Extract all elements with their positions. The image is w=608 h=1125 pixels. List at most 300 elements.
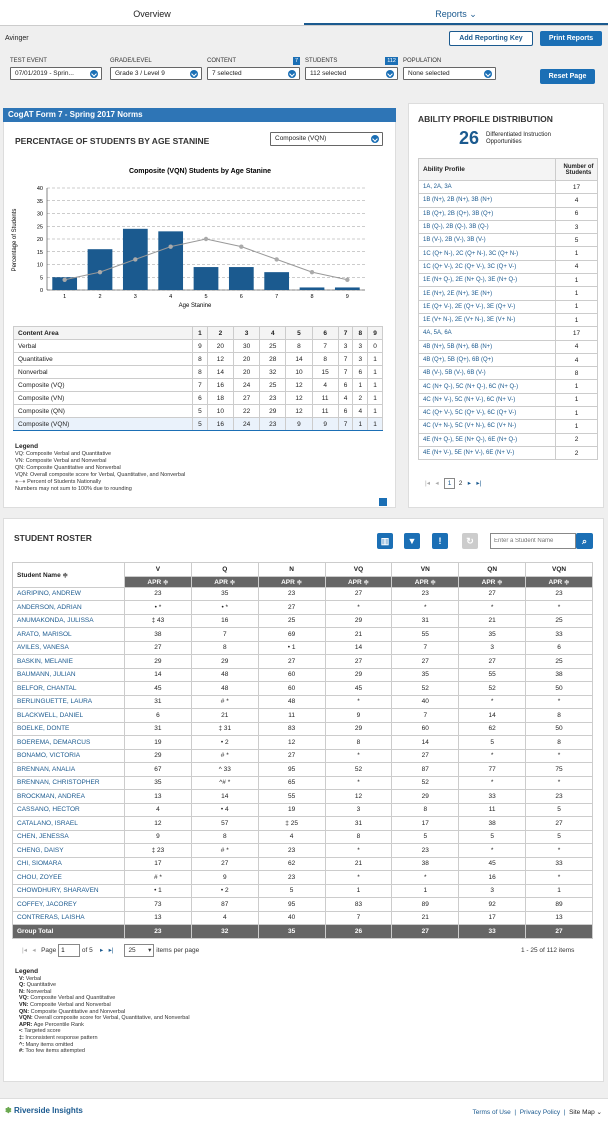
table-cell: Quantitative <box>14 353 193 366</box>
table-cell: 29 <box>260 405 286 418</box>
per-page-label: items per page <box>156 947 200 954</box>
score-cell: * <box>526 871 593 885</box>
score-cell: 14 <box>325 641 392 655</box>
ability-profile[interactable]: 1E (N+ Q-), 2E (N+ Q-), 3E (N+ Q-) <box>419 274 556 287</box>
list-item[interactable] <box>419 446 598 459</box>
bar[interactable] <box>194 267 219 290</box>
score-cell: 8 <box>325 830 392 844</box>
filter-icon[interactable]: ▼ <box>404 533 420 549</box>
chevron-down-icon <box>90 70 98 78</box>
student-count: 1 <box>556 287 598 300</box>
national-point <box>133 257 137 261</box>
content-select[interactable] <box>207 67 300 80</box>
table-cell: 12 <box>286 405 312 418</box>
page-1-button[interactable]: 1 <box>444 478 455 489</box>
student-name-link[interactable]: AGRIPINO, ANDREW <box>13 587 125 601</box>
score-cell: 29 <box>191 655 258 669</box>
privacy-link[interactable]: Privacy Policy <box>519 1109 561 1116</box>
score-cell: 89 <box>526 898 593 912</box>
score-cell: 45 <box>325 682 392 696</box>
terms-link[interactable]: Terms of Use <box>472 1109 511 1116</box>
student-search-input[interactable] <box>490 533 576 549</box>
ability-profile[interactable]: 1B (Q+), 2B (Q+), 3B (Q+) <box>419 207 556 220</box>
student-name-link[interactable]: BRENNAN, ANALIA <box>13 763 125 777</box>
score-cell: 62 <box>258 857 325 871</box>
col-header: Content Area <box>14 327 193 340</box>
ability-profile[interactable]: 1E (N+), 2E (N+), 3E (N+) <box>419 287 556 300</box>
list-item[interactable] <box>419 327 598 340</box>
ability-profile[interactable]: 1B (Q-), 2B (Q-), 3B (Q-) <box>419 220 556 233</box>
score-cell: 12 <box>125 817 192 831</box>
score-cell: 9 <box>325 709 392 723</box>
next-page-icon[interactable]: ▸ <box>99 947 104 954</box>
score-cell: 52 <box>392 682 459 696</box>
ability-profile[interactable]: 1C (Q+ N-), 2C (Q+ N-), 3C (Q+ N-) <box>419 247 556 260</box>
legend-line: QN: Composite Quantitative and Nonverbal <box>15 465 121 471</box>
list-item[interactable] <box>419 313 598 326</box>
table-cell: 10 <box>286 366 312 379</box>
student-name-link[interactable]: CHI, SIOMARA <box>13 857 125 871</box>
student-count: 1 <box>556 420 598 433</box>
student-name-link[interactable]: CHOWDHURY, SHARAVEN <box>13 884 125 898</box>
table-cell: 6 <box>338 379 353 392</box>
ability-profile[interactable]: 4C (N+ Q-), 5C (N+ Q-), 6C (N+ Q-) <box>419 380 556 393</box>
apr-sort-header[interactable]: APR ≑ <box>526 576 593 587</box>
score-cell: ‡ 23 <box>125 844 192 858</box>
y-axis-label: Percentage of Students <box>12 208 18 272</box>
refresh-icon[interactable]: ↻ <box>462 533 478 549</box>
ability-profile[interactable]: 1E (Q+ V-), 2E (Q+ V-), 3E (Q+ V-) <box>419 300 556 313</box>
national-line-icon: ●─● <box>15 479 26 485</box>
table-cell: 6 <box>338 405 353 418</box>
list-item[interactable] <box>419 420 598 433</box>
student-name-link[interactable]: CASSANO, HECTOR <box>13 803 125 817</box>
add-reporting-key-button[interactable]: Add Reporting Key <box>449 31 533 46</box>
national-point <box>239 244 243 248</box>
table-cell: 4 <box>312 379 338 392</box>
score-cell: 19 <box>258 803 325 817</box>
chevron-down-icon <box>484 70 492 78</box>
score-cell: 27 <box>325 587 392 601</box>
list-item[interactable] <box>419 274 598 287</box>
x-tick-label: 9 <box>345 294 349 300</box>
student-count: 1 <box>556 407 598 420</box>
apr-sort-header[interactable]: APR ≑ <box>258 576 325 587</box>
norms-header: CogAT Form 7 - Spring 2017 Norms <box>3 108 396 122</box>
list-item[interactable] <box>419 194 598 207</box>
bar[interactable] <box>300 287 325 290</box>
score-cell: 8 <box>325 736 392 750</box>
ability-profile[interactable]: 4C (Q+ V-), 5C (Q+ V-), 6C (Q+ V-) <box>419 407 556 420</box>
sitemap-link[interactable]: Site Map ⌄ <box>569 1109 602 1116</box>
table-cell: Composite (VQ) <box>14 379 193 392</box>
score-cell: 4 <box>191 911 258 925</box>
student-name-link[interactable]: BROCKMAN, ANDREA <box>13 790 125 804</box>
score-cell: 52 <box>325 763 392 777</box>
filter-students <box>305 58 398 80</box>
table-row <box>13 776 593 790</box>
score-cell: 17 <box>125 857 192 871</box>
y-tick-label: 10 <box>36 262 43 269</box>
score-cell: 4 <box>125 803 192 817</box>
bar[interactable] <box>229 267 254 290</box>
ability-profile[interactable]: 4E (N+ V-), 5E (N+ V-), 6E (N+ V-) <box>419 446 556 459</box>
score-cell: 6 <box>526 641 593 655</box>
score-cell: * <box>325 695 392 709</box>
roster-pager <box>22 944 199 958</box>
score-cell: 27 <box>191 857 258 871</box>
list-item[interactable] <box>419 353 598 366</box>
table-cell: 5 <box>193 405 208 418</box>
score-cell: 35 <box>392 668 459 682</box>
per-page-select[interactable] <box>124 944 154 957</box>
score-cell: 23 <box>526 790 593 804</box>
national-point <box>168 244 172 248</box>
tab-overview[interactable]: Overview <box>133 9 171 19</box>
score-cell: 77 <box>459 763 526 777</box>
score-cell: * <box>392 871 459 885</box>
list-item[interactable] <box>419 260 598 273</box>
ability-profile[interactable]: 1C (Q+ V-), 2C (Q+ V-), 3C (Q+ V-) <box>419 260 556 273</box>
score-cell: • 2 <box>191 736 258 750</box>
x-tick-label: 2 <box>98 294 102 300</box>
population-select[interactable] <box>403 67 496 80</box>
footer <box>0 1098 608 1125</box>
chart-legend <box>15 443 185 493</box>
score-cell: # * <box>191 749 258 763</box>
list-item[interactable] <box>419 181 598 194</box>
list-item[interactable] <box>419 367 598 380</box>
student-name-link[interactable]: BAUMANN, JULIAN <box>13 668 125 682</box>
student-name-header[interactable]: Student Name ≑ <box>13 563 125 588</box>
legend-key: V: <box>19 975 25 982</box>
table-cell: 27 <box>234 392 260 405</box>
score-cell: 95 <box>258 898 325 912</box>
legend-key: VQN: <box>19 1015 33 1022</box>
student-count: 1 <box>556 300 598 313</box>
ability-profile[interactable]: 4B (V-), 5B (V-), 6B (V-) <box>419 367 556 380</box>
score-cell: 17 <box>392 817 459 831</box>
score-cell: * <box>459 776 526 790</box>
score-cell: 38 <box>392 857 459 871</box>
score-cell: 33 <box>459 790 526 804</box>
table-cell: Verbal <box>14 340 193 353</box>
leaf-icon: ✽ <box>5 1106 12 1115</box>
col-header: 3 <box>234 327 260 340</box>
col-header: 4 <box>260 327 286 340</box>
first-page-icon[interactable]: |◂ <box>425 480 430 487</box>
table-row <box>14 405 383 418</box>
content-area-table <box>13 326 383 431</box>
chart-view-icon[interactable]: ▥ <box>377 533 393 549</box>
ability-profile-header[interactable]: Ability Profile <box>419 159 556 181</box>
composite-select[interactable] <box>270 132 383 146</box>
score-cell: 7 <box>392 709 459 723</box>
table-row <box>13 830 593 844</box>
chevron-down-icon <box>190 70 198 78</box>
x-tick-label: 7 <box>275 294 279 300</box>
legend-desc: Age Percentile Rank <box>33 1021 84 1028</box>
student-name-link[interactable]: BLACKWELL, DANIEL <box>13 709 125 723</box>
score-cell: 29 <box>125 749 192 763</box>
table-cell: 16 <box>207 379 233 392</box>
score-cell: • 1 <box>258 641 325 655</box>
table-cell: 1 <box>368 353 383 366</box>
search-icon[interactable]: ⌕ <box>576 533 593 549</box>
filter-content <box>207 58 300 80</box>
score-cell: 45 <box>125 682 192 696</box>
list-item[interactable] <box>419 433 598 446</box>
student-name-link[interactable]: CHEN, JENESSA <box>13 830 125 844</box>
score-cell: 55 <box>258 790 325 804</box>
legend-key: •: <box>19 1028 23 1035</box>
ability-profile[interactable]: 4B (Q+), 5B (Q+), 6B (Q+) <box>419 353 556 366</box>
table-cell: 4 <box>353 405 368 418</box>
score-cell: 29 <box>325 722 392 736</box>
list-item[interactable] <box>419 340 598 353</box>
bar[interactable] <box>88 249 113 290</box>
legend-line: VQN: Overall composite score for Verbal, Quantitative, and Nonverbal <box>15 472 186 478</box>
score-cell: 4 <box>258 830 325 844</box>
student-name-link[interactable]: ANDERSON, ADRIAN <box>13 601 125 615</box>
prev-page-icon[interactable]: ◂ <box>435 480 439 487</box>
score-cell: 12 <box>258 736 325 750</box>
bar[interactable] <box>158 231 183 290</box>
score-cell: 50 <box>526 722 593 736</box>
tab-reports[interactable]: Reports ⌄ <box>435 9 477 19</box>
expand-icon[interactable] <box>379 498 387 506</box>
score-cell: * <box>526 844 593 858</box>
apr-sort-header[interactable]: APR ≑ <box>325 576 392 587</box>
table-cell: 1 <box>368 366 383 379</box>
legend-line: VN: Composite Verbal and Nonverbal <box>15 458 107 464</box>
table-cell: Composite (VN) <box>14 392 193 405</box>
score-cell: 62 <box>459 722 526 736</box>
page-number-input[interactable] <box>58 944 80 957</box>
breadcrumb: Avinger <box>5 35 29 42</box>
apr-sort-header[interactable]: APR ≑ <box>392 576 459 587</box>
national-point <box>62 278 66 282</box>
per-page-value: 25 <box>128 947 136 954</box>
ability-profile[interactable]: 1B (N+), 2B (N+), 3B (N+) <box>419 194 556 207</box>
apr-sort-header[interactable]: APR ≑ <box>191 576 258 587</box>
student-name-link[interactable]: BOEREMA, DEMARCUS <box>13 736 125 750</box>
next-page-icon[interactable]: ▸ <box>467 480 471 487</box>
x-tick-label: 5 <box>204 294 208 300</box>
student-name-link[interactable]: CHENG, DAISY <box>13 844 125 858</box>
score-cell: 8 <box>191 641 258 655</box>
ability-profile[interactable]: 4C (V+ N-), 5C (V+ N-), 6C (V+ N-) <box>419 420 556 433</box>
score-cell: * <box>526 695 593 709</box>
test-event-select[interactable] <box>10 67 102 80</box>
student-name-link[interactable]: BOELKE, DONTE <box>13 722 125 736</box>
list-item[interactable] <box>419 220 598 233</box>
score-cell: 27 <box>258 749 325 763</box>
table-cell: Composite (VQN) <box>14 418 193 431</box>
national-point <box>345 278 349 282</box>
score-cell: 13 <box>125 911 192 925</box>
list-item[interactable] <box>419 247 598 260</box>
score-cell: * <box>325 776 392 790</box>
student-name-link[interactable]: BRENNAN, CHRISTOPHER <box>13 776 125 790</box>
student-name-link[interactable]: AVILES, VANESA <box>13 641 125 655</box>
ability-profile[interactable]: 4B (N+), 5B (N+), 6B (N+) <box>419 340 556 353</box>
print-reports-button[interactable]: Print Reports <box>540 31 602 46</box>
table-cell: 5 <box>193 418 208 431</box>
students-select[interactable] <box>305 67 398 80</box>
table-cell: 30 <box>234 340 260 353</box>
student-name-link[interactable]: ANUMAKONDA, JULISSA <box>13 614 125 628</box>
bar[interactable] <box>264 272 289 290</box>
col-header-qn: QN <box>459 563 526 577</box>
score-cell: • * <box>191 601 258 615</box>
legend-key: APR: <box>19 1021 33 1028</box>
score-cell: 73 <box>125 898 192 912</box>
score-cell: 57 <box>191 817 258 831</box>
legend-desc: Nonverbal <box>26 988 52 995</box>
student-count: 8 <box>556 367 598 380</box>
ability-desc-line: Opportunities <box>486 139 522 145</box>
score-cell: * <box>459 844 526 858</box>
legend-desc: Composite Quantitative and Nonverbal <box>30 1008 126 1015</box>
x-tick-label: 3 <box>133 294 137 300</box>
student-count: 4 <box>556 340 598 353</box>
col-header-vqn: VQN <box>526 563 593 577</box>
table-cell: 8 <box>312 353 338 366</box>
score-cell: 35 <box>125 776 192 790</box>
student-name-link[interactable]: CHOU, ZOYEE <box>13 871 125 885</box>
apr-sort-header[interactable]: APR ≑ <box>459 576 526 587</box>
list-item[interactable] <box>419 234 598 247</box>
bar[interactable] <box>335 287 360 290</box>
table-cell: 3 <box>353 340 368 353</box>
score-cell: 83 <box>258 722 325 736</box>
ability-profile[interactable]: 1B (V-), 2B (V-), 3B (V-) <box>419 234 556 247</box>
col-header: 6 <box>312 327 338 340</box>
score-cell: 23 <box>526 587 593 601</box>
table-cell: 12 <box>286 392 312 405</box>
table-row <box>14 366 383 379</box>
list-item[interactable] <box>419 407 598 420</box>
student-name-link[interactable]: BELFOR, CHANTAL <box>13 682 125 696</box>
score-cell: • 4 <box>191 803 258 817</box>
apr-sort-header[interactable]: APR ≑ <box>125 576 192 587</box>
table-cell: 1 <box>368 418 383 431</box>
table-cell: 3 <box>338 340 353 353</box>
list-item[interactable] <box>419 393 598 406</box>
table-row <box>13 601 593 615</box>
list-item[interactable] <box>419 207 598 220</box>
legend-desc: Too few items attempted <box>25 1048 85 1055</box>
col-header: 1 <box>193 327 208 340</box>
reset-page-button[interactable]: Reset Page <box>540 69 595 84</box>
score-cell: 27 <box>392 749 459 763</box>
list-item[interactable] <box>419 300 598 313</box>
table-row <box>13 844 593 858</box>
student-name-link[interactable]: CATALANO, ISRAEL <box>13 817 125 831</box>
table-row <box>13 668 593 682</box>
total-cell: 23 <box>125 925 192 939</box>
table-cell: 15 <box>312 366 338 379</box>
student-name-link[interactable]: BONAMO, VICTORIA <box>13 749 125 763</box>
ability-profile[interactable]: 4A, 5A, 6A <box>419 327 556 340</box>
list-item[interactable] <box>419 380 598 393</box>
table-cell: 32 <box>260 366 286 379</box>
ability-desc-line: Differentiated Instruction <box>486 132 551 138</box>
legend-desc: Many items omitted <box>25 1041 74 1048</box>
group-total-row <box>13 925 593 939</box>
score-cell: 31 <box>125 695 192 709</box>
filter-grade <box>110 58 202 80</box>
score-cell: 21 <box>392 911 459 925</box>
student-name-link[interactable]: BASKIN, MELANIE <box>13 655 125 669</box>
score-cell: 65 <box>258 776 325 790</box>
score-cell: 31 <box>392 614 459 628</box>
list-item[interactable] <box>419 287 598 300</box>
table-cell: 25 <box>260 379 286 392</box>
legend-key: Q: <box>19 982 26 989</box>
score-cell: 5 <box>258 884 325 898</box>
ability-profile[interactable]: 4C (N+ V-), 5C (N+ V-), 6C (N+ V-) <box>419 393 556 406</box>
student-count: 1 <box>556 380 598 393</box>
stanine-title: PERCENTAGE OF STUDENTS BY AGE STANINE <box>15 136 210 146</box>
table-cell: 18 <box>207 392 233 405</box>
score-cell: 50 <box>526 682 593 696</box>
score-cell: * <box>459 601 526 615</box>
score-cell: 27 <box>459 655 526 669</box>
score-cell: 31 <box>325 817 392 831</box>
score-cell: 6 <box>125 709 192 723</box>
legend-desc: Verbal <box>25 975 42 982</box>
score-cell: 3 <box>459 641 526 655</box>
col-header: 8 <box>353 327 368 340</box>
ability-profile[interactable]: 4E (N+ Q-), 5E (N+ Q-), 6E (N+ Q-) <box>419 433 556 446</box>
score-cell: 16 <box>459 871 526 885</box>
ability-profile[interactable]: 1A, 2A, 3A <box>419 181 556 194</box>
x-axis-label: Age Stanine <box>178 303 212 309</box>
last-page-icon[interactable]: ▸| <box>476 480 482 487</box>
grade-select[interactable] <box>110 67 202 80</box>
table-row <box>13 817 593 831</box>
table-row <box>13 587 593 601</box>
first-page-icon[interactable]: |◂ <box>22 947 27 954</box>
col-header: 7 <box>338 327 353 340</box>
student-count-header[interactable]: Number of Students <box>556 159 598 181</box>
ability-profile[interactable]: 1E (V+ N-), 2E (V+ N-), 3E (V+ N-) <box>419 313 556 326</box>
table-row <box>14 418 383 431</box>
last-page-icon[interactable]: ▸| <box>108 947 114 954</box>
score-cell: 25 <box>526 655 593 669</box>
legend-key: QN: <box>19 1008 30 1015</box>
legend-key: N: <box>19 988 25 995</box>
table-row <box>13 682 593 696</box>
prev-page-icon[interactable]: ◂ <box>32 947 36 954</box>
brand-logo[interactable] <box>5 1106 83 1115</box>
score-cell: * <box>325 844 392 858</box>
score-cell: ‡ 31 <box>191 722 258 736</box>
page-2-button[interactable]: 2 <box>458 480 463 487</box>
score-cell: * <box>459 749 526 763</box>
alert-icon[interactable]: ! <box>432 533 448 549</box>
table-cell: 6 <box>353 366 368 379</box>
student-name-link[interactable]: BERLINGUETTE, LAURA <box>13 695 125 709</box>
student-name-link[interactable]: ARATO, MARISOL <box>13 628 125 642</box>
score-cell: 19 <box>125 736 192 750</box>
student-name-link[interactable]: COFFEY, JACOREY <box>13 898 125 912</box>
student-name-link[interactable]: CONTRERAS, LAISHA <box>13 911 125 925</box>
national-point <box>310 270 314 274</box>
student-count: 17 <box>556 181 598 194</box>
